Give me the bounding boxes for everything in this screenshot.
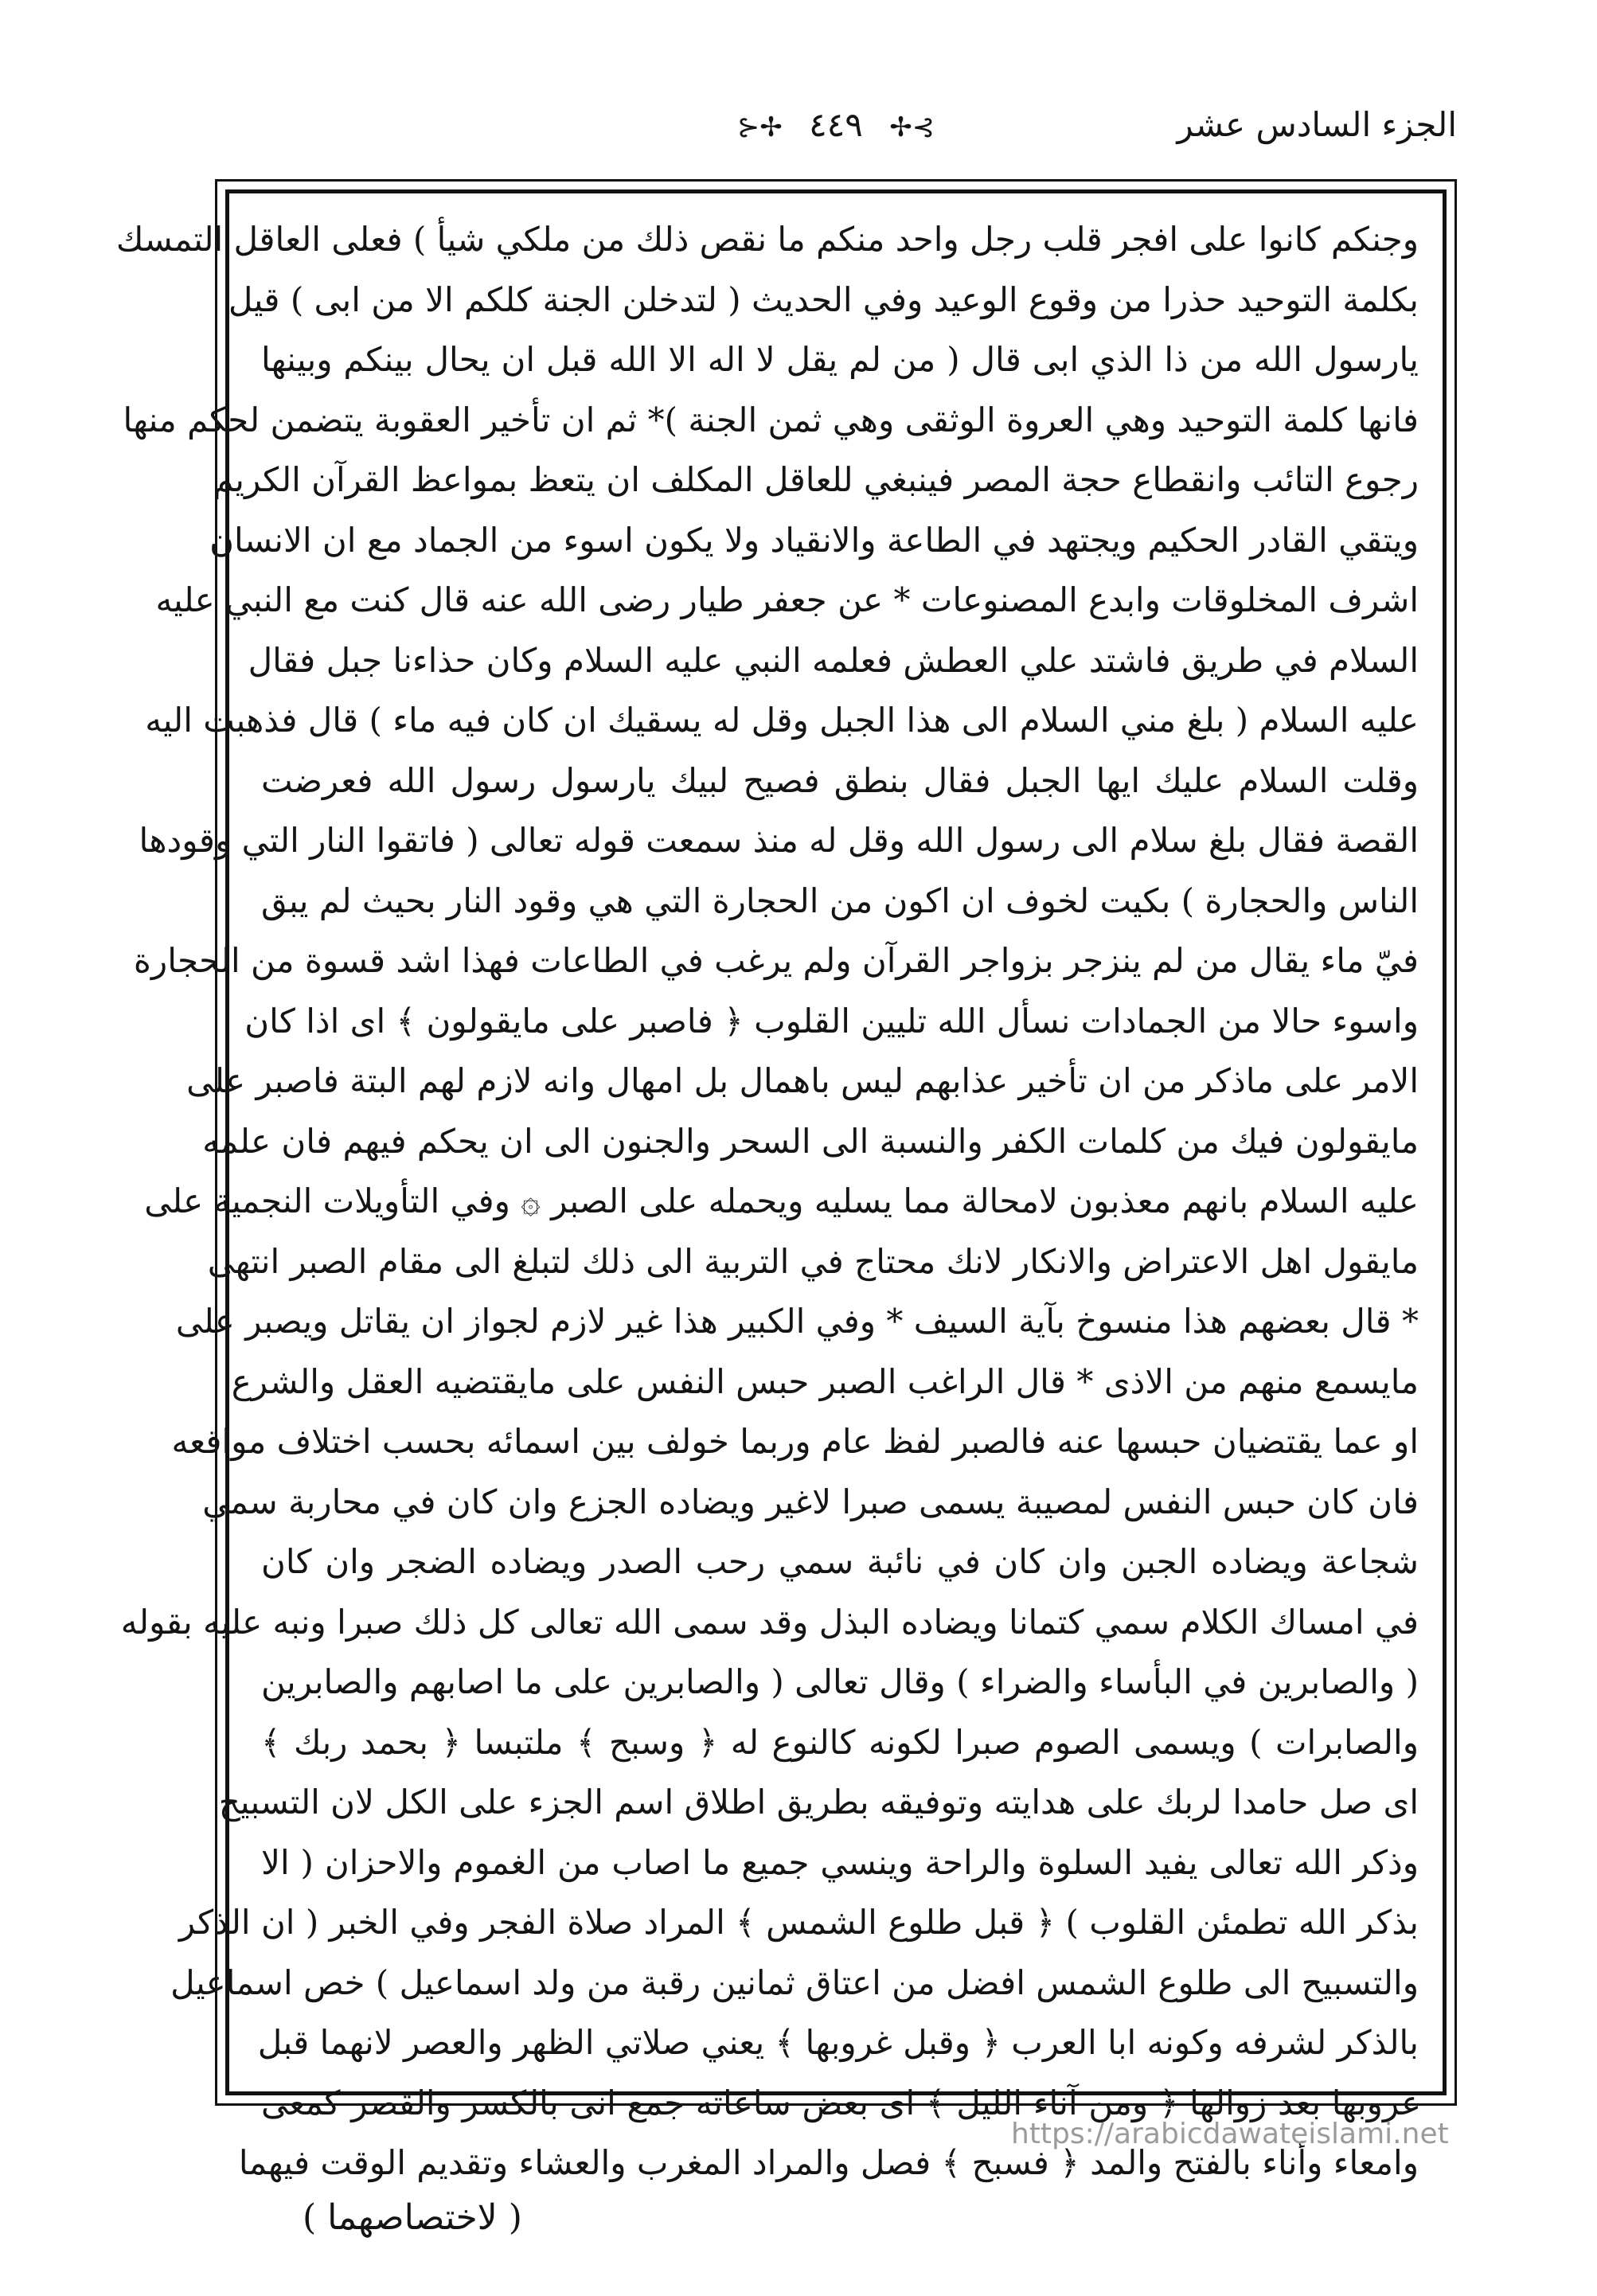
body-text-line: * قال بعضهم هذا منسوخ بآية السيف * وفي الكبير هذا غير لازم لجواز ان يقاتل ويصبر على xyxy=(175,1302,1419,1341)
body-text-line: رجوع التائب وانقطاع حجة المصر فينبغي للعاقل المكلف ان يتعظ بمواعظ القرآن الكريم xyxy=(213,460,1419,499)
body-text-line: والصابرات ) ويسمى الصوم صبرا لكونه كالنوع له ﴿ وسبح ﴾ ملتبسا ﴿ بحمد ربك ﴾ xyxy=(261,1722,1419,1762)
body-text-line: القصة فقال بلغ سلام الى رسول الله وقل له منذ سمعت قوله تعالى ( فاتقوا النار التي وقودها xyxy=(139,821,1419,860)
ornament-right-icon: ⊱✢ xyxy=(889,111,935,143)
body-text-line: اى صل حامدا لربك على هدايته وتوفيقه بطريق اطلاق اسم الجزء على الكل لان التسبيح xyxy=(218,1783,1419,1822)
page-header xyxy=(215,88,1457,151)
body-text-line: مايسمع منهم من الاذى * قال الراغب الصبر حبس النفس على مايقتضيه العقل والشرع xyxy=(231,1361,1419,1401)
running-head-part-label: الجزء السادس عشر xyxy=(1177,105,1457,144)
body-text-line: بذكر الله تطمئن القلوب ) ﴿ قبل طلوع الشمس ﴾ المراد صلاة الفجر وفي الخبر ( ان الذكر xyxy=(178,1903,1419,1942)
body-text-line: فانها كلمة التوحيد وهي العروة الوثقى وهي ثمن الجنة )* ثم ان تأخير العقوبة يتضمن لحكم منها xyxy=(123,400,1419,439)
body-text-line: وجنكم كانوا على افجر قلب رجل واحد منكم ما نقص ذلك من ملكي شيأ ) فعلى العاقل التمسك xyxy=(115,220,1419,259)
body-text-line: واسوء حالا من الجمادات نسأل الله تليين القلوب ﴿ فاصبر على مايقولون ﴾ اى اذا كان xyxy=(244,1001,1419,1041)
body-text-line: عليه السلام ( بلغ مني السلام الى هذا الجبل وقل له يسقيك ان كان فيه ماء ) قال فذهبت اليه xyxy=(145,701,1419,740)
body-text-line: مايقولون فيك من كلمات الكفر والنسبة الى السحر والجنون الى ان يحكم فيهم فان علمه xyxy=(202,1121,1419,1161)
body-text-line: بالذكر لشرفه وكونه ابا العرب ﴿ وقبل غروبها ﴾ يعني صلاتي الظهر والعصر لانهما قبل xyxy=(257,2023,1419,2062)
body-text-line: غروبها بعد زوالها ﴿ ومن آناء الليل ﴾ اى بعض ساعاته جمع انى بالكسر والقصر كمعى xyxy=(261,2083,1419,2122)
watermark-url: https://arabicdawateislami.net xyxy=(1011,2118,1449,2150)
page-number-group xyxy=(693,105,979,144)
body-text-line: والتسبيح الى طلوع الشمس افضل من اعتاق ثمانين رقبة من ولد اسماعيل ) خص اسماعيل xyxy=(170,1962,1419,2002)
body-text-line: وذكر الله تعالى يفيد السلوة والراحة وينسي جميع ما اصاب من الغموم والاحزان ( الا xyxy=(261,1842,1419,1882)
body-text-line: مايقول اهل الاعتراض والانكار لانك محتاج في التربية الى ذلك لتبلغ الى مقام الصبر انتهى xyxy=(207,1241,1419,1281)
ornament-left-icon: ✢⊰ xyxy=(736,111,783,143)
body-text-line: فان كان حبس النفس لمصيبة يسمى صبرا لاغير ويضاده الجزع وان كان في محاربة سمي xyxy=(202,1482,1419,1521)
body-text-line: ( والصابرين في البأساء والضراء ) وقال تعالى ( والصابرين على ما اصابهم والصابرين xyxy=(261,1662,1419,1701)
body-text-line: الناس والحجارة ) بكيت لخوف ان اكون من الحجارة التي هي وقود النار بحيث لم يبق xyxy=(261,881,1419,920)
body-text-line: في امساك الكلام سمي كتمانا ويضاده البذل وقد سمى الله تعالى كل ذلك صبرا ونبه عليه بقوله xyxy=(120,1602,1419,1642)
body-text-line: فيّ ماء يقال من لم ينزجر بزواجر القرآن ولم يرغب في الطاعات فهذا اشد قسوة من الحجارة xyxy=(133,941,1419,980)
body-text-line: اشرف المخلوقات وابدع المصنوعات * عن جعفر طيار رضى الله عنه قال كنت مع النبي عليه xyxy=(155,580,1419,619)
body-text-line: ويتقي القادر الحكيم ويجتهد في الطاعة والانقياد ولا يكون اسوء من الجماد مع ان الانسان xyxy=(209,520,1419,560)
body-text-line: يارسول الله من ذا الذي ابى قال ( من لم يقل لا اله الا الله قبل ان يحال بينكم وبينها xyxy=(261,340,1419,379)
body-text-line: وامعاء وأناء بالفتح والمد ﴿ فسبح ﴾ فصل والمراد المغرب والعشاء وتقديم الوقت فيهما xyxy=(238,2143,1419,2182)
body-text-line: الامر على ماذكر من ان تأخير عذابهم ليس باهمال بل امهال وانه لازم لهم البتة فاصبر على xyxy=(186,1061,1419,1100)
body-text-line: عليه السلام بانهم معذبون لامحالة مما يسليه ويحمله على الصبر ۞ وفي التأويلات النجمية على xyxy=(144,1181,1419,1220)
body-text xyxy=(115,209,1419,2193)
body-text-line: وقلت السلام عليك ايها الجبل فقال بنطق فصيح لبيك يارسول رسول الله فعرضت xyxy=(261,760,1419,800)
body-text-line: شجاعة ويضاده الجبن وان كان في نائبة سمي رحب الصدر ويضاده الضجر وان كان xyxy=(261,1542,1419,1581)
body-text-line: السلام في طريق فاشتد علي العطش فعلمه النبي عليه السلام وكان حذاءنا جبل فقال xyxy=(248,640,1419,680)
body-text-line: بكلمة التوحيد حذرا من وقوع الوعيد وفي الحديث ( لتدخلن الجنة كلكم الا من ابى ) قيل xyxy=(228,279,1419,319)
page-number: ٤٤٩ xyxy=(809,105,863,144)
body-text-line: او عما يقتضيان حبسها عنه فالصبر لفظ عام وربما خولف بين اسمائه بحسب اختلاف مواقعه xyxy=(171,1422,1419,1461)
catchword: ( لاختصاصهما ) xyxy=(303,2197,522,2238)
